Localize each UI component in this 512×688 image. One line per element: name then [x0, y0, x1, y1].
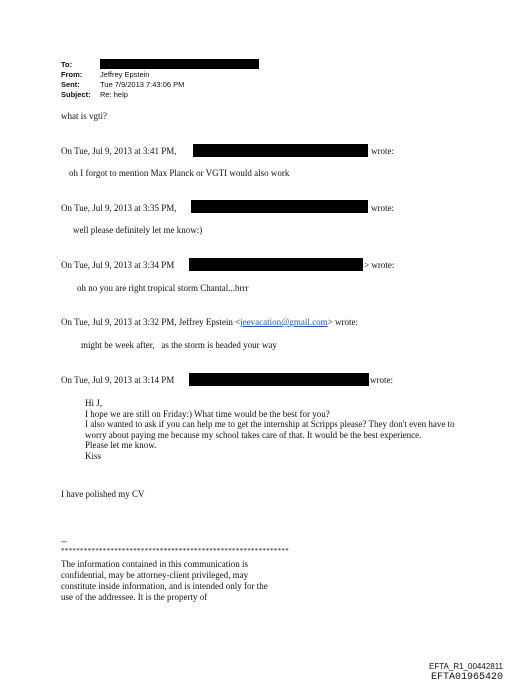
quoted-message-3: oh no you are right tropical storm Chantal...brrr [77, 283, 249, 293]
wrote-label-5: wrote: [370, 375, 393, 385]
quote-header-5: On Tue, Jul 9, 2013 at 3:14 PM [61, 375, 175, 385]
message-line-1: I hope we are still on Friday:) What time would be the best for you? [85, 408, 330, 419]
redacted-sender-1 [193, 144, 368, 157]
wrote-label-4: > wrote: [327, 317, 359, 327]
quote-header-4 [61, 317, 358, 327]
quote-header-2: On Tue, Jul 9, 2013 at 3:35 PM, [61, 203, 177, 213]
quote-header-3: On Tue, Jul 9, 2013 at 3:34 PM [61, 260, 175, 270]
disclaimer-text: The information contained in this communication is confidential, may be attorney-client privileged, may constitute inside information, and is intended only for the use of the addressee. It is the property of [61, 559, 268, 602]
subject-value: Re: help [100, 90, 128, 99]
message-line-4: Kiss [85, 450, 102, 461]
footer-id-2: EFTA01965420 [430, 672, 503, 683]
cv-note: I have polished my CV [61, 489, 145, 499]
quoted-message-1: oh I forgot to mention Max Planck or VGTI would also work [69, 168, 290, 178]
wrote-label-2: wrote: [371, 203, 394, 213]
email-link[interactable]: jeevacation@gmail.com [240, 317, 328, 327]
message-line-2: I also wanted to ask if you can help me to get the internship at Scripps please? They don't even have to worry about paying me because my school takes care of that. It would be the best experience. [85, 419, 455, 440]
quote-header-1: On Tue, Jul 9, 2013 at 3:41 PM, [61, 146, 177, 156]
wrote-label-1: wrote: [371, 146, 394, 156]
wrote-label-3: > wrote: [364, 260, 395, 270]
signature-dashes: -- [61, 536, 67, 546]
quoted-message-2: well please definitely let me know:) [73, 225, 203, 235]
last-quoted-message [85, 398, 460, 461]
sent-value: Tue 7/9/2013 7:43:06 PM [100, 80, 185, 89]
from-value: Jeffrey Epstein [100, 70, 150, 79]
greeting: Hi J, [85, 398, 103, 408]
redacted-sender-2 [191, 200, 368, 213]
to-label: To: [61, 60, 73, 69]
message-line-3: Please let me know. [85, 440, 157, 450]
redacted-sender-5 [189, 373, 369, 386]
subject-label: Subject: [61, 90, 91, 99]
sent-label: Sent: [61, 80, 80, 89]
redacted-sender-3 [189, 258, 363, 271]
quote-header-4-intro: On Tue, Jul 9, 2013 at 3:32 PM, Jeffrey Epstein < [61, 317, 241, 327]
redacted-recipient [100, 59, 259, 69]
reply-question: what is vgti? [61, 111, 107, 121]
footer-id-1: EFTA_R1_00442811 [429, 662, 503, 671]
quoted-message-4: might be week after, as the storm is headed your way [81, 340, 277, 350]
from-label: From: [61, 70, 83, 79]
signature-stars: ************************************************************ [61, 547, 289, 555]
